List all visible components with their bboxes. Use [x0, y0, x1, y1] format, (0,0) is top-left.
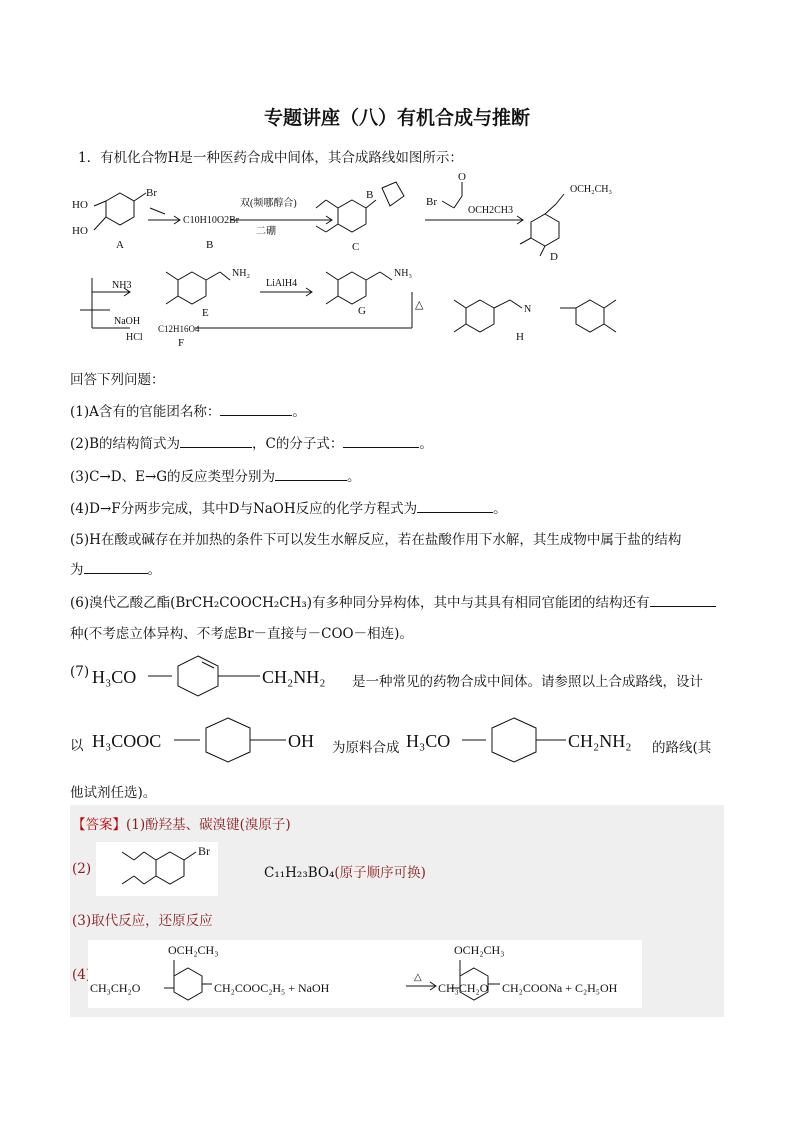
reagent-hcl: HCl	[126, 332, 143, 343]
blank-6[interactable]	[650, 594, 716, 607]
svg-text:Br: Br	[146, 187, 157, 199]
svg-text:OCH₂CH₃: OCH₂CH₃	[168, 943, 219, 957]
label-h: H	[516, 331, 524, 343]
svg-text:CH₃CH₂O: CH₃CH₂O	[90, 981, 141, 995]
svg-text:CH₂NH₂: CH₂NH₂	[262, 667, 326, 687]
molecule-c-ring	[338, 200, 366, 232]
svg-text:CH₂NH₂: CH₂NH₂	[568, 731, 632, 751]
answer-2-note: (原子顺序可换)	[334, 865, 426, 881]
question-7-line-1	[70, 664, 89, 680]
q7-text-2: 以	[70, 738, 84, 754]
svg-text:B: B	[366, 189, 374, 201]
svg-text:HO: HO	[72, 225, 88, 237]
question-1: (1)A含有的官能团名称： 。	[70, 404, 306, 420]
answer-3: (3)取代反应，还原反应	[72, 913, 213, 929]
molecule-h-ring-right	[576, 300, 604, 332]
reagent-lialh4: LiAlH4	[266, 278, 298, 289]
answer-1	[72, 813, 291, 833]
answer-prompt: 回答下列问题：	[70, 372, 165, 388]
question-2b-text: ，C的分子式：	[252, 436, 344, 452]
f-formula: C12H16O4	[158, 324, 200, 334]
svg-text:△: △	[414, 972, 422, 983]
molecule-d-ring	[531, 214, 559, 246]
svg-text:N: N	[524, 304, 532, 315]
answer-tag: 【答案】	[72, 817, 126, 833]
answer-2-formula	[264, 861, 426, 881]
label-d: D	[550, 251, 558, 263]
reagent-bc-1: 双(频哪醇合)	[240, 198, 297, 209]
reagent-nh3: NH3	[112, 280, 132, 291]
svg-text:CH₂COONa + C₂H₅OH: CH₂COONa + C₂H₅OH	[502, 981, 618, 995]
blank-3[interactable]	[275, 468, 347, 481]
question-5b-text: 为	[70, 562, 84, 578]
svg-text:OCH₂CH₃: OCH₂CH₃	[454, 943, 505, 957]
question-7-num: (7)	[70, 664, 90, 680]
q7-molecule-1	[90, 652, 350, 700]
reagent-bc-2: 二硼	[256, 226, 276, 237]
answer-1-text: (1)酚羟基、碳溴键(溴原子)	[126, 817, 291, 833]
svg-text:CH₃CH₂O: CH₃CH₂O	[438, 981, 489, 995]
answer-2-formula-text: C₁₁H₂₃BO₄	[264, 865, 335, 881]
label-g: G	[358, 305, 366, 317]
question-6b: 种(不考虑立体异构、不考虑Br－直接与－COO－相连)。	[70, 626, 413, 642]
q7-text-1: 是一种常见的药物合成中间体。请参照以上合成路线，设计	[352, 674, 703, 690]
svg-text:HO: HO	[72, 199, 88, 211]
question-3: (3)C→D、E→G的反应类型分别为 。	[70, 469, 361, 485]
question-3-text: (3)C→D、E→G的反应类型分别为	[70, 469, 276, 485]
label-b: B	[206, 239, 214, 251]
label-c: C	[352, 241, 360, 253]
svg-text:CH₂COOC₂H₅ + NaOH: CH₂COOC₂H₅ + NaOH	[214, 981, 330, 995]
molecule-g-ring	[338, 272, 366, 304]
label-a: A	[116, 239, 124, 251]
svg-text:NH₃: NH₃	[394, 268, 412, 279]
question-1-text: (1)A含有的官能团名称：	[70, 404, 221, 420]
svg-text:H₃COOC: H₃COOC	[92, 731, 162, 751]
svg-text:O: O	[458, 171, 466, 183]
reagent-cd: Br	[426, 196, 437, 208]
answer-4-num: (4)	[72, 967, 92, 983]
question-6a-text: (6)溴代乙酸乙酯(BrCH₂COOCH₂CH₃)有多种同分异构体，其中与其具有相同官能团的结构还有	[70, 595, 650, 611]
question-5b: 为 。	[70, 562, 161, 578]
molecule-e-ring	[178, 272, 206, 304]
blank-4[interactable]	[417, 500, 493, 513]
q7-molecule-3	[406, 712, 646, 764]
synthesis-scheme	[70, 168, 730, 348]
reagent-cd-ester: OCH2CH3	[468, 205, 514, 216]
svg-text:OCH₂CH₃: OCH₂CH₃	[570, 184, 612, 195]
label-e: E	[202, 307, 209, 319]
answer-2-num: (2)	[72, 861, 92, 877]
reagent-heat: △	[415, 299, 424, 311]
question-4-text: (4)D→F分两步完成，其中D与NaOH反应的化学方程式为	[70, 501, 418, 517]
molecule-a-ring	[106, 193, 134, 225]
reagent-naoh: NaOH	[114, 316, 141, 327]
question-2a-text: (2)B的结构简式为	[70, 436, 181, 452]
q7-text-3: 为原料合成	[332, 740, 400, 756]
question-5a: (5)H在酸或碱存在并加热的条件下可以发生水解反应，若在盐酸作用下水解，其生成物中属于盐的结构	[70, 532, 682, 548]
answer-4-equation	[88, 940, 642, 1008]
label-f: F	[178, 337, 185, 348]
q7-text-5: 他试剂任选)。	[70, 785, 157, 801]
question-6a	[70, 591, 716, 611]
svg-text:NH₂: NH₂	[232, 268, 250, 279]
svg-text:Br: Br	[198, 844, 210, 858]
q7-text-4: 的路线(其	[652, 740, 712, 756]
page-title: 专题讲座（八）有机合成与推断	[263, 107, 530, 129]
blank-2b[interactable]	[343, 435, 419, 448]
blank-2a[interactable]	[180, 435, 252, 448]
blank-1[interactable]	[220, 403, 292, 416]
molecule-h-ring-left	[466, 300, 494, 332]
question-4: (4)D→F分两步完成，其中D与NaOH反应的化学方程式为 。	[70, 501, 507, 517]
q7-molecule-2	[90, 712, 330, 764]
answer-2-structure	[96, 842, 218, 896]
b-formula: C10H10O2Br	[183, 215, 240, 226]
question-intro: 1．有机化合物H是一种医药合成中间体，其合成路线如图所示：	[78, 150, 463, 166]
svg-text:H₃CO: H₃CO	[406, 731, 451, 751]
svg-text:OH: OH	[288, 731, 314, 751]
question-2: (2)B的结构简式为 ，C的分子式： 。	[70, 436, 433, 452]
svg-text:H₃CO: H₃CO	[92, 667, 137, 687]
blank-5[interactable]	[84, 561, 148, 574]
